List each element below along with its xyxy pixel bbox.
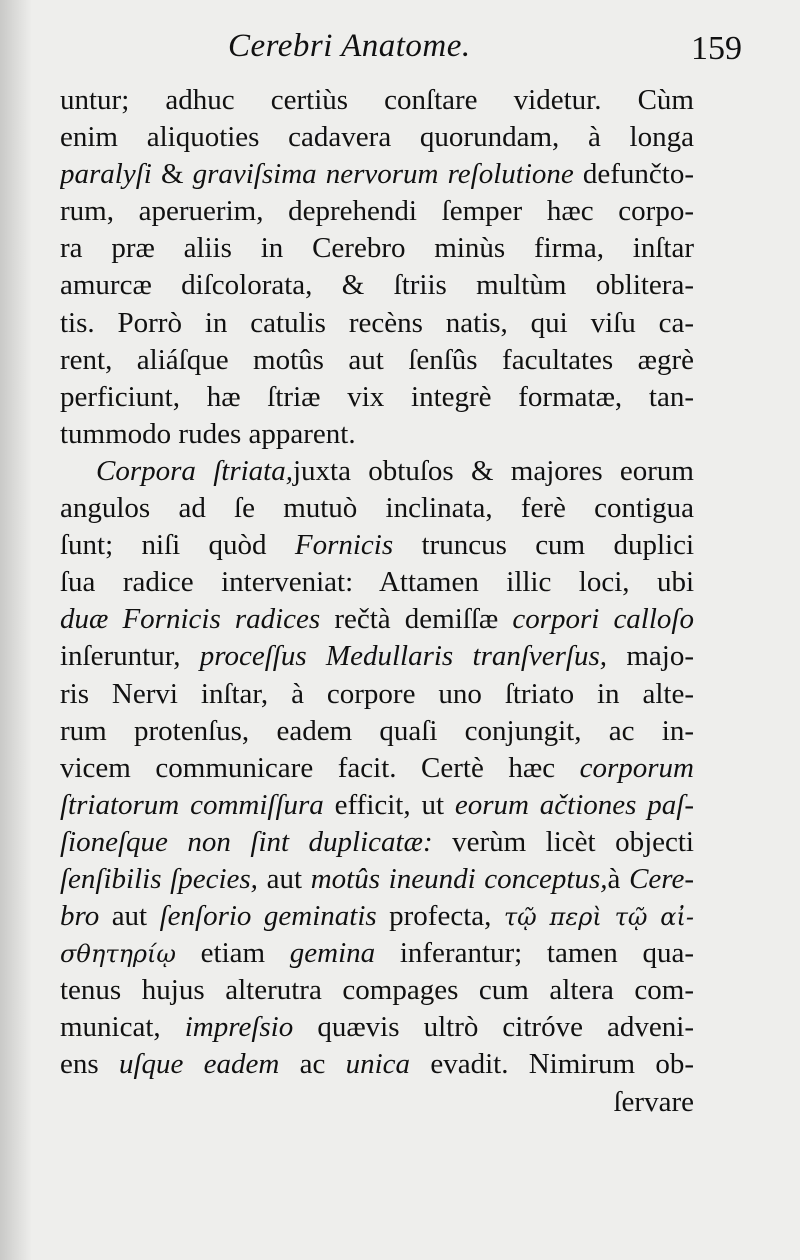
- text-run: ens: [60, 1048, 119, 1081]
- text-line: [60, 824, 694, 861]
- italic-phrase: ſtriatorum commiſſura: [60, 788, 324, 821]
- text-run: rum, aperuerim, deprehendi ſemper hæc corpo-: [60, 195, 694, 228]
- italic-phrase: Cere-: [629, 862, 694, 895]
- text-run: profecta,: [376, 900, 504, 933]
- text-run: truncus cum duplici: [393, 529, 694, 562]
- text-line: [60, 638, 694, 675]
- text-line: [60, 1084, 694, 1121]
- text-line: [60, 935, 694, 972]
- text-line: [60, 750, 694, 787]
- text-run: tenus hujus alterutra compages cum altera com-: [60, 974, 694, 1007]
- text-line: [60, 379, 694, 416]
- italic-phrase: paralyſi: [60, 158, 152, 191]
- italic-phrase: graviſsima nervorum reſolutione: [192, 158, 574, 191]
- text-line: [60, 453, 694, 490]
- text-run: à: [607, 862, 630, 895]
- italic-phrase: Corpora ſtriata,: [96, 454, 293, 487]
- text-line: [60, 416, 694, 453]
- text-line: [60, 861, 694, 898]
- text-run: efficit, ut: [323, 788, 455, 821]
- text-line: [60, 156, 694, 193]
- italic-phrase: eorum ačtiones paſ-: [454, 788, 694, 821]
- italic-phrase: motûs ineundi conceptus,: [310, 862, 608, 895]
- text-line: [60, 82, 694, 119]
- italic-phrase: bro: [60, 900, 100, 933]
- text-run: aut: [99, 900, 160, 933]
- text-run: aut: [257, 862, 311, 895]
- text-line: [60, 342, 694, 379]
- text-line: [60, 267, 694, 304]
- italic-phrase: proceſſus Medullaris tranſverſus,: [199, 640, 608, 673]
- text-line: [60, 230, 694, 267]
- text-run: amurcæ diſcolorata, & ſtriis multùm oblitera-: [60, 269, 694, 302]
- text-line: [60, 527, 694, 564]
- italic-phrase: corpori calloſo: [512, 603, 694, 636]
- text-run: ſervare: [613, 1085, 694, 1118]
- text-line: [60, 898, 694, 935]
- text-run: enim aliquoties cadavera quorundam, à longa: [60, 121, 694, 154]
- body-text: [60, 82, 694, 1121]
- greek-phrase: σθητηρίῳ: [60, 940, 176, 969]
- italic-phrase: corporum: [579, 751, 694, 784]
- text-run: defunčto-: [573, 158, 694, 191]
- text-run: rent, aliáſque motûs aut ſenſûs facultates ægrè: [60, 343, 694, 376]
- italic-phrase: ſenſorio geminatis: [159, 900, 377, 933]
- text-run: tis. Porrò in catulis recèns natis, qui viſu ca-: [60, 306, 694, 339]
- text-line: [60, 490, 694, 527]
- italic-phrase: unica: [345, 1048, 411, 1081]
- text-run: rum protenſus, eadem quaſi conjungit, ac in-: [60, 714, 694, 747]
- text-line: [60, 713, 694, 750]
- italic-phrase: ſioneſque non ſint duplicatæ:: [60, 825, 433, 858]
- text-run: vicem communicare facit. Certè hæc: [60, 751, 580, 784]
- text-run: perficiunt, hæ ſtriæ vix integrè formatæ, tan-: [60, 380, 694, 413]
- text-run: ac: [279, 1048, 346, 1081]
- italic-phrase: impreſsio: [184, 1011, 294, 1044]
- text-run: juxta obtuſos & majores eorum: [292, 454, 694, 487]
- text-run: inferantur; tamen qua-: [375, 937, 694, 970]
- text-run: municat,: [60, 1011, 185, 1044]
- italic-phrase: uſque eadem: [118, 1048, 280, 1081]
- italic-phrase: duæ Fornicis radices: [60, 603, 321, 636]
- text-line: [60, 1009, 694, 1046]
- text-run: ſunt; niſi quòd: [60, 529, 295, 562]
- text-line: [60, 564, 694, 601]
- greek-phrase: τῷ περὶ τῷ αἰ-: [503, 903, 694, 932]
- text-run: etiam: [175, 937, 290, 970]
- italic-phrase: Fornicis: [294, 529, 394, 562]
- text-run: rečtà demiſſæ: [320, 603, 513, 636]
- text-run: tummodo rudes apparent.: [60, 417, 356, 450]
- page-number: 159: [691, 30, 742, 67]
- text-run: angulos ad ſe mutuò inclinata, ferè contigua: [60, 492, 694, 525]
- text-line: [60, 972, 694, 1009]
- text-run: ra præ aliis in Cerebro minùs firma, inſtar: [60, 232, 694, 265]
- text-run: ris Nervi inſtar, à corpore uno ſtriato in alte-: [60, 677, 694, 710]
- text-run: evadit. Nimirum ob-: [410, 1048, 694, 1081]
- text-line: [60, 1046, 694, 1083]
- text-run: untur; adhuc certiùs conſtare videtur. Cùm: [60, 84, 694, 116]
- page-header: [60, 22, 740, 78]
- text-run: &: [151, 158, 193, 191]
- text-run: verùm licèt objecti: [432, 825, 694, 858]
- italic-phrase: ſenſibilis ſpecies,: [60, 862, 258, 895]
- text-line: [60, 787, 694, 824]
- text-line: [60, 193, 694, 230]
- running-title: Cerebri Anatome.: [228, 28, 471, 64]
- text-line: [60, 119, 694, 156]
- text-run: inſeruntur,: [60, 640, 200, 673]
- text-run: majo-: [607, 640, 694, 673]
- text-line: [60, 601, 694, 638]
- text-run: ſua radice interveniat: Attamen illic loci, ubi: [60, 566, 694, 599]
- text-line: [60, 676, 694, 713]
- text-run: quævis ultrò citróve adveni-: [293, 1011, 694, 1044]
- italic-phrase: gemina: [289, 937, 376, 970]
- text-line: [60, 305, 694, 342]
- binding-gutter-shadow: [0, 0, 32, 1260]
